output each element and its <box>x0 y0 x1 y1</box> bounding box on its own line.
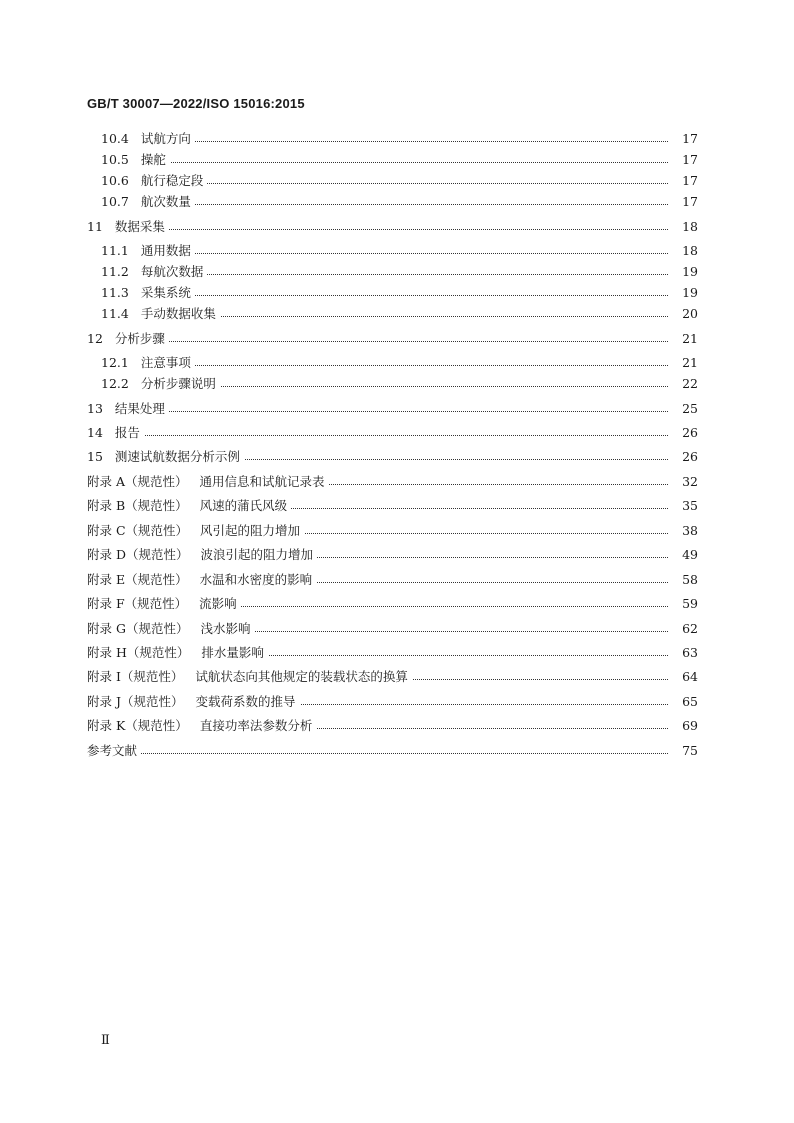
toc-entry-number: 附录 E（规范性） <box>87 572 188 587</box>
toc-entry-page: 64 <box>668 668 698 686</box>
toc-entry-page: 17 <box>668 193 698 211</box>
toc-entry-number: 附录 B（规范性） <box>87 498 188 513</box>
toc-leader-dots <box>91 218 682 236</box>
toc-entry-title: 排水量影响 <box>201 645 264 660</box>
toc-entry-title: 直接功率法参数分析 <box>199 718 313 733</box>
toc-entry-label <box>101 130 195 148</box>
toc-entry-number: 10.5 <box>101 152 129 167</box>
toc-entry-label <box>101 242 195 260</box>
toc-entry-label <box>87 330 169 348</box>
toc-entry-label <box>87 644 268 662</box>
toc-entry-number: 11 <box>87 219 103 234</box>
toc-entry-label <box>87 546 317 564</box>
toc-entry-title: 航次数量 <box>140 194 191 209</box>
toc-entry-page: 17 <box>668 172 698 190</box>
toc-entry[interactable] <box>0 571 794 589</box>
toc-entry-number: 附录 I（规范性） <box>87 669 184 684</box>
toc-entry[interactable] <box>0 263 794 281</box>
document-header: GB/T 30007—2022/ISO 15016:2015 <box>87 96 305 111</box>
toc-entry-page: 22 <box>668 375 698 393</box>
toc-entry-page: 19 <box>668 284 698 302</box>
toc-entry[interactable] <box>0 595 794 613</box>
toc-entry[interactable] <box>0 668 794 686</box>
toc-entry-label <box>87 571 316 589</box>
toc-leader-dots <box>91 330 682 348</box>
toc-entry-number: 11.4 <box>101 306 129 321</box>
toc-entry-number: 11.1 <box>101 243 129 258</box>
toc-entry-number: 14 <box>87 425 103 440</box>
toc-entry-label <box>87 522 304 540</box>
toc-entry[interactable] <box>0 354 794 372</box>
toc-entry-title: 通用信息和试航记录表 <box>199 474 325 489</box>
toc-entry-label <box>87 424 144 442</box>
toc-leader-dots <box>91 424 682 442</box>
toc-leader-dots <box>105 151 682 169</box>
toc-entry-number: 附录 A（规范性） <box>87 474 188 489</box>
toc-entry-label <box>101 284 195 302</box>
toc-entry-title: 报告 <box>114 425 140 440</box>
toc-entry-label <box>101 305 220 323</box>
toc-entry-title: 流影响 <box>199 596 237 611</box>
toc-entry[interactable] <box>0 644 794 662</box>
page-number: Ⅱ <box>101 1033 110 1048</box>
toc-entry-page: 35 <box>668 497 698 515</box>
toc-entry-label <box>101 151 170 169</box>
toc-leader-dots <box>91 400 682 418</box>
toc-entry-number: 13 <box>87 401 103 416</box>
toc-entry-label <box>87 595 241 613</box>
toc-entry-number: 附录 J（规范性） <box>87 694 184 709</box>
toc-entry-title: 风引起的阻力增加 <box>200 523 301 538</box>
toc-entry-page: 19 <box>668 263 698 281</box>
toc-entry[interactable] <box>0 242 794 260</box>
toc-entry-page: 62 <box>668 620 698 638</box>
toc-entry-label <box>87 473 329 491</box>
toc-entry[interactable] <box>0 305 794 323</box>
toc-entry[interactable] <box>0 693 794 711</box>
toc-entry-label <box>101 354 195 372</box>
toc-entry-page: 17 <box>668 151 698 169</box>
toc-entry[interactable] <box>0 172 794 190</box>
toc-entry[interactable] <box>0 400 794 418</box>
toc-entry-title: 航行稳定段 <box>140 173 204 188</box>
toc-entry-label <box>101 193 195 211</box>
toc-entry-title: 分析步骤说明 <box>140 376 216 391</box>
toc-entry-label <box>87 400 169 418</box>
toc-entry-title: 每航次数据 <box>140 264 204 279</box>
toc-entry[interactable] <box>0 130 794 148</box>
toc-entry-title: 采集系统 <box>140 285 191 300</box>
toc-entry-number: 附录 D（规范性） <box>87 547 189 562</box>
toc-entry-title: 试航方向 <box>140 131 191 146</box>
toc-entry-title: 水温和水密度的影响 <box>199 572 313 587</box>
toc-entry[interactable] <box>0 497 794 515</box>
toc-entry-title: 试航状态向其他规定的装载状态的换算 <box>195 669 408 684</box>
toc-entry-number: 12.1 <box>101 355 129 370</box>
toc-entry-title: 风速的蒲氏风级 <box>199 498 288 513</box>
toc-entry-page: 63 <box>668 644 698 662</box>
toc-entry-label <box>101 172 207 190</box>
toc-entry-label <box>87 668 412 686</box>
toc-entry-label <box>101 375 220 393</box>
toc-entry-title: 结果处理 <box>114 401 165 416</box>
toc-entry-page: 69 <box>668 717 698 735</box>
toc-entry-title: 变载荷系数的推导 <box>195 694 296 709</box>
toc-entry-title: 注意事项 <box>140 355 191 370</box>
toc-entry-number: 附录 H（规范性） <box>87 645 190 660</box>
toc-entry[interactable] <box>0 717 794 735</box>
toc-entry-title: 浅水影响 <box>200 621 251 636</box>
toc-entry-number: 附录 F（规范性） <box>87 596 188 611</box>
toc-entry-page: 49 <box>668 546 698 564</box>
toc-entry-number: 10.7 <box>101 194 129 209</box>
toc-entry-page: 26 <box>668 424 698 442</box>
toc-entry[interactable] <box>0 330 794 348</box>
toc-entry-number: 附录 K（规范性） <box>87 718 188 733</box>
toc-entry-page: 21 <box>668 330 698 348</box>
toc-entry-label <box>87 693 300 711</box>
toc-entry-page: 75 <box>668 742 698 760</box>
toc-entry-label <box>87 448 244 466</box>
toc-entry-number: 10.4 <box>101 131 129 146</box>
toc-entry-label <box>87 742 141 760</box>
toc-entry-page: 25 <box>668 400 698 418</box>
toc-entry[interactable] <box>0 424 794 442</box>
toc-entry-title: 通用数据 <box>140 243 191 258</box>
toc-entry-page: 18 <box>668 242 698 260</box>
toc-entry-number: 10.6 <box>101 173 129 188</box>
toc-entry-number: 12.2 <box>101 376 129 391</box>
toc-entry-page: 18 <box>668 218 698 236</box>
toc-entry[interactable] <box>0 151 794 169</box>
toc-entry-number: 12 <box>87 331 103 346</box>
toc-entry[interactable] <box>0 546 794 564</box>
toc-entry-page: 38 <box>668 522 698 540</box>
toc-entry[interactable] <box>0 284 794 302</box>
toc-entry[interactable] <box>0 448 794 466</box>
toc-entry-label <box>101 263 207 281</box>
toc-entry-title: 参考文献 <box>87 743 138 758</box>
toc-entry[interactable] <box>0 620 794 638</box>
toc-entry-number: 附录 C（规范性） <box>87 523 189 538</box>
toc-entry-page: 59 <box>668 595 698 613</box>
toc-entry-title: 手动数据收集 <box>140 306 216 321</box>
toc-entry-title: 波浪引起的阻力增加 <box>200 547 314 562</box>
toc-entry-title: 数据采集 <box>114 219 165 234</box>
toc-entry[interactable] <box>0 522 794 540</box>
toc-entry-title: 测速试航数据分析示例 <box>114 449 240 464</box>
toc-entry[interactable] <box>0 193 794 211</box>
toc-entry-number: 11.3 <box>101 285 129 300</box>
toc-entry-label <box>87 717 316 735</box>
toc-entry-label <box>87 620 254 638</box>
toc-entry-page: 58 <box>668 571 698 589</box>
toc-leader-dots <box>91 742 682 760</box>
toc-entry[interactable] <box>0 218 794 236</box>
toc-entry-number: 附录 G（规范性） <box>87 621 189 636</box>
toc-entry-page: 32 <box>668 473 698 491</box>
toc-entry-page: 17 <box>668 130 698 148</box>
toc-entry-page: 26 <box>668 448 698 466</box>
toc-entry-title: 操舵 <box>140 152 166 167</box>
toc-entry-title: 分析步骤 <box>114 331 165 346</box>
toc-entry[interactable] <box>0 473 794 491</box>
toc-entry-number: 11.2 <box>101 264 129 279</box>
toc-entry[interactable] <box>0 742 794 760</box>
toc-entry[interactable] <box>0 375 794 393</box>
toc-entry-page: 65 <box>668 693 698 711</box>
toc-entry-page: 20 <box>668 305 698 323</box>
toc-entry-label <box>87 218 169 236</box>
toc-entry-label <box>87 497 291 515</box>
toc-entry-page: 21 <box>668 354 698 372</box>
toc-entry-number: 15 <box>87 449 103 464</box>
